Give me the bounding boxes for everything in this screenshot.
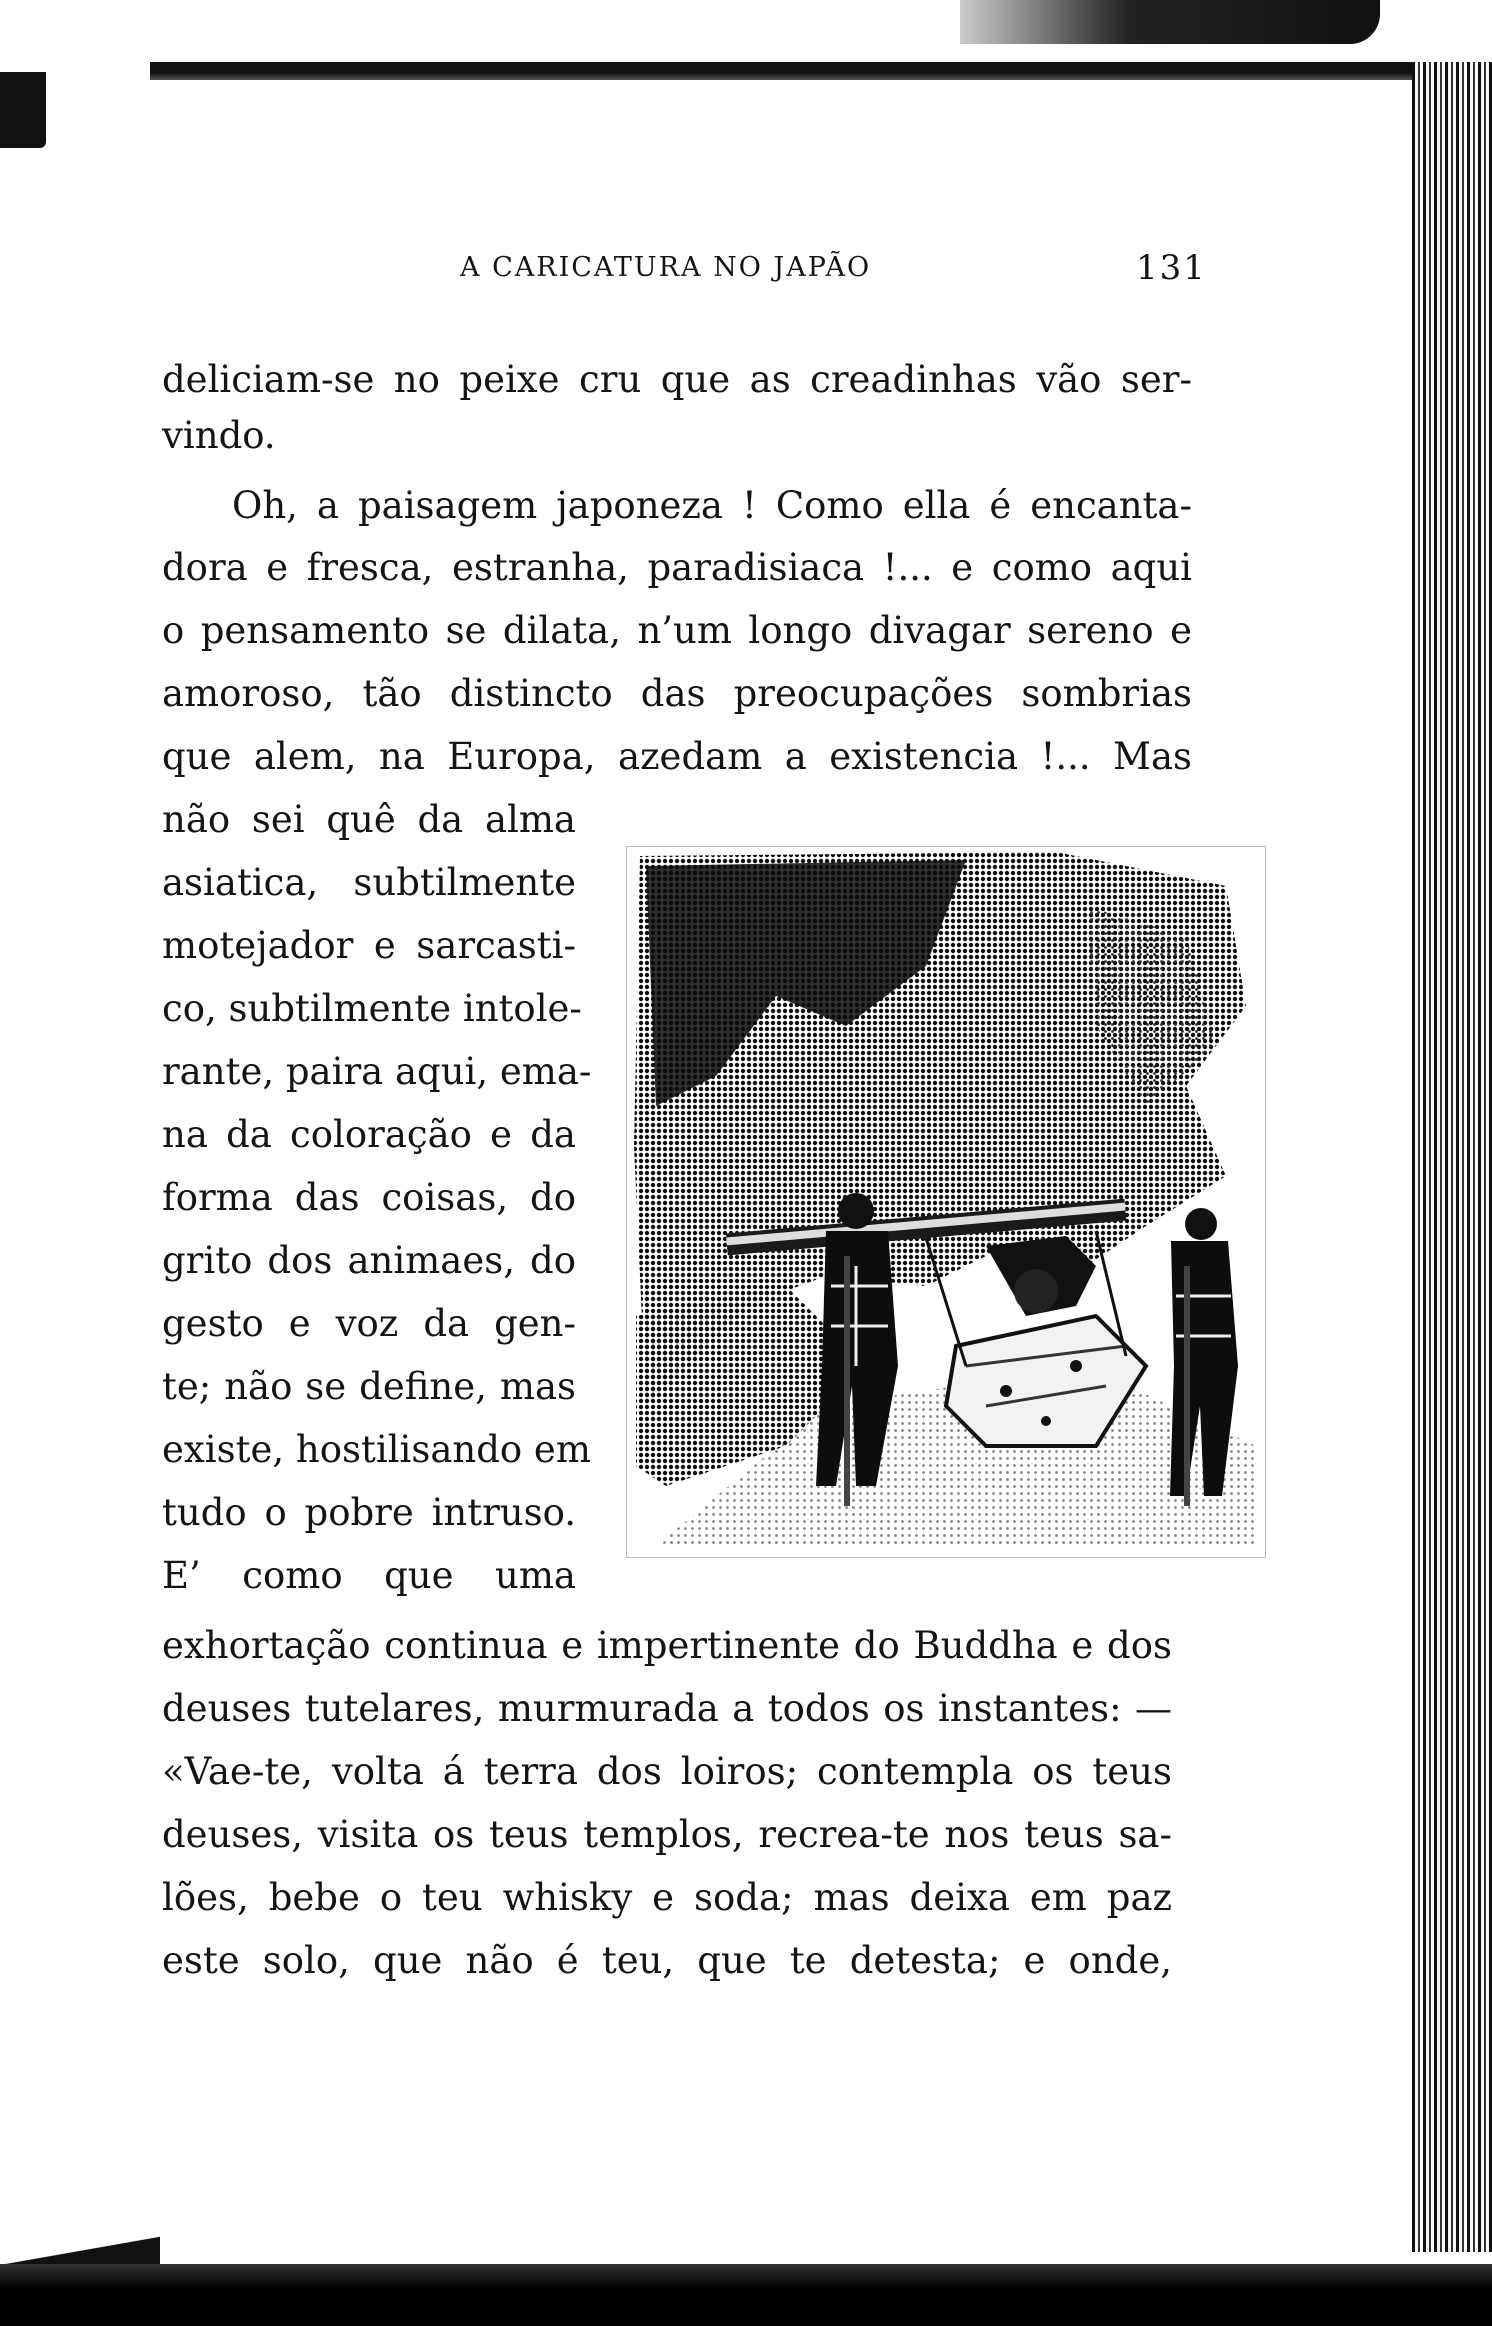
text-line: este solo, que não é teu, que te detesta; e onde, — [162, 1939, 1172, 1982]
page-number: 131 — [1136, 248, 1207, 288]
text-line: vindo. — [162, 414, 276, 457]
scan-shadow-bottom-left — [0, 2226, 160, 2268]
text-line: tudo o pobre intruso. — [162, 1491, 576, 1534]
text-line: Oh, a paisagem japoneza ! Como ella é encanta- — [232, 484, 1192, 527]
scan-shadow-top-left — [0, 72, 46, 148]
text-line: que alem, na Europa, azedam a existencia !... Mas — [162, 735, 1192, 778]
text-line: amoroso, tão distincto das preocupações sombrias — [162, 672, 1192, 715]
text-line: co, subtilmente intole- — [162, 987, 582, 1030]
text-line: gesto e voz da gen- — [162, 1302, 576, 1345]
text-line: na da coloração e da — [162, 1113, 576, 1156]
text-line: «Vae-te, volta á terra dos loiros; contempla os teus — [162, 1750, 1172, 1793]
scan-shadow-top — [960, 0, 1380, 44]
text-line: deliciam-se no peixe cru que as creadinhas vão ser- — [162, 358, 1192, 401]
text-line: motejador e sarcasti- — [162, 924, 576, 967]
text-line: E’ como que uma — [162, 1554, 576, 1597]
text-line: não sei quê da alma — [162, 798, 576, 841]
text-line: o pensamento se dilata, n’um longo divagar sereno e — [162, 609, 1192, 652]
text-line: exhortação continua e impertinente do Buddha e dos — [162, 1624, 1172, 1667]
text-line: te; não se define, mas — [162, 1365, 576, 1408]
text-line: existe, hostilisando em — [162, 1428, 591, 1471]
text-line: lões, bebe o teu whisky e soda; mas deixa em paz — [162, 1876, 1172, 1919]
halftone-photo-icon — [626, 846, 1266, 1558]
photo-palanquin-bearers — [626, 846, 1266, 1558]
book-page-edges — [1412, 62, 1492, 2252]
text-line: forma das coisas, do — [162, 1176, 576, 1219]
text-line: grito dos animaes, do — [162, 1239, 576, 1282]
text-line: deuses, visita os teus templos, recrea-te nos teus sa- — [162, 1813, 1172, 1856]
scan-shadow-top-bar — [150, 62, 1412, 80]
running-head-title: A CARICATURA NO JAPÃO — [460, 252, 872, 283]
text-line: deuses tutelares, murmurada a todos os instantes: — — [162, 1687, 1172, 1730]
text-line: asiatica, subtilmente — [162, 861, 576, 904]
scan-shadow-bottom — [0, 2264, 1492, 2326]
text-line: rante, paira aqui, ema- — [162, 1050, 592, 1093]
text-line: dora e fresca, estranha, paradisiaca !... e como aqui — [162, 546, 1192, 589]
